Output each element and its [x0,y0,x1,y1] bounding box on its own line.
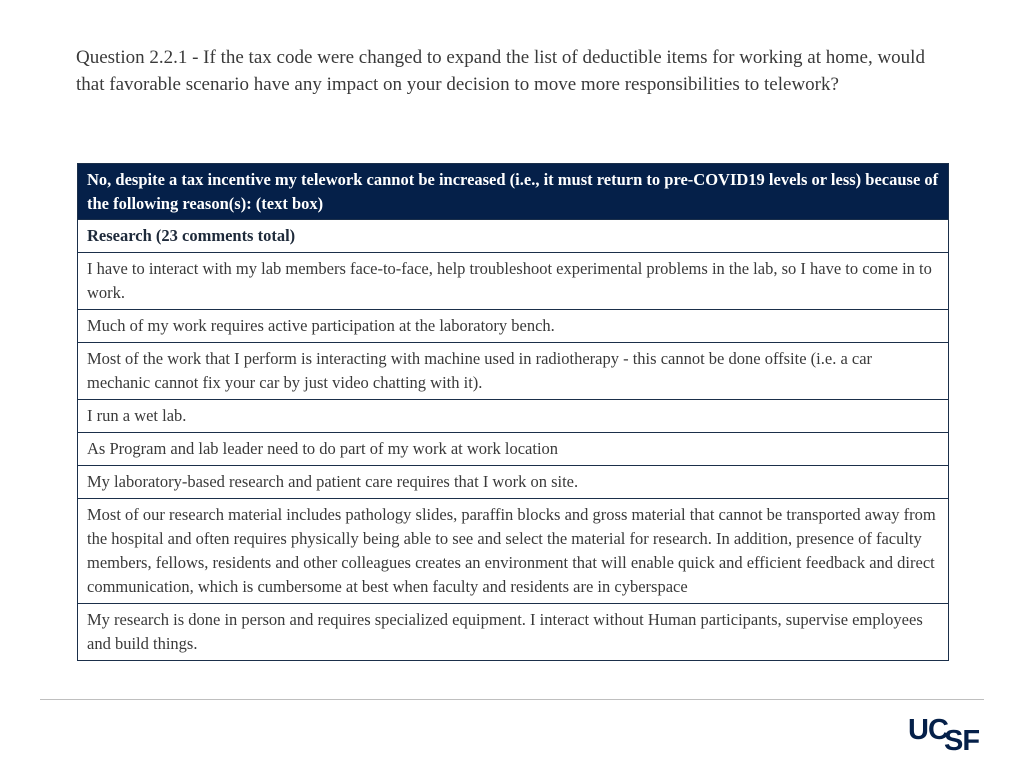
table-row [78,310,949,343]
comment-cell: My laboratory-based research and patient care requires that I work on site. [78,466,949,499]
table-header-row [78,164,949,220]
footer-divider [40,699,984,700]
section-row [78,220,949,253]
table-header: No, despite a tax incentive my telework cannot be increased (i.e., it must return to pre-COVID19 levels or less) because of the following reason(s): (text box) [78,164,949,220]
comments-table [77,163,949,661]
table-row [78,253,949,310]
ucsf-logo [908,714,986,757]
logo-part-sf: SF [944,725,980,757]
question-text: Question 2.2.1 - If the tax code were changed to expand the list of deductible items for working at home, would that favorable scenario have any impact on your decision to move more responsibilities to telework? [76,47,925,95]
comment-cell: My research is done in person and requires specialized equipment. I interact without Human participants, supervise employees and build things. [78,604,949,661]
comment-cell: I have to interact with my lab members face-to-face, help troubleshoot experimental problems in the lab, so I have to come in to work. [78,253,949,310]
comment-cell: Much of my work requires active participation at the laboratory bench. [78,310,949,343]
table-row [78,466,949,499]
table-row [78,499,949,604]
table-row [78,400,949,433]
logo-part-uc: UC [908,714,948,746]
table-row [78,433,949,466]
table-row [78,604,949,661]
comment-cell: As Program and lab leader need to do part of my work at work location [78,433,949,466]
comment-cell: Most of our research material includes pathology slides, paraffin blocks and gross material that cannot be transported away from the hospital and often requires physically being able to see and select the material for research. In addition, presence of faculty members, fellows, residents and other colleagues creates an environment that will enable quick and efficient feedback and direct communication, which is cumbersome at best when faculty and residents are in cyberspace [78,499,949,604]
table-row [78,343,949,400]
comment-cell: Most of the work that I perform is interacting with machine used in radiotherapy - this cannot be done offsite (i.e. a car mechanic cannot fix your car by just video chatting with it). [78,343,949,400]
comment-cell: I run a wet lab. [78,400,949,433]
section-label: Research (23 comments total) [78,220,949,253]
